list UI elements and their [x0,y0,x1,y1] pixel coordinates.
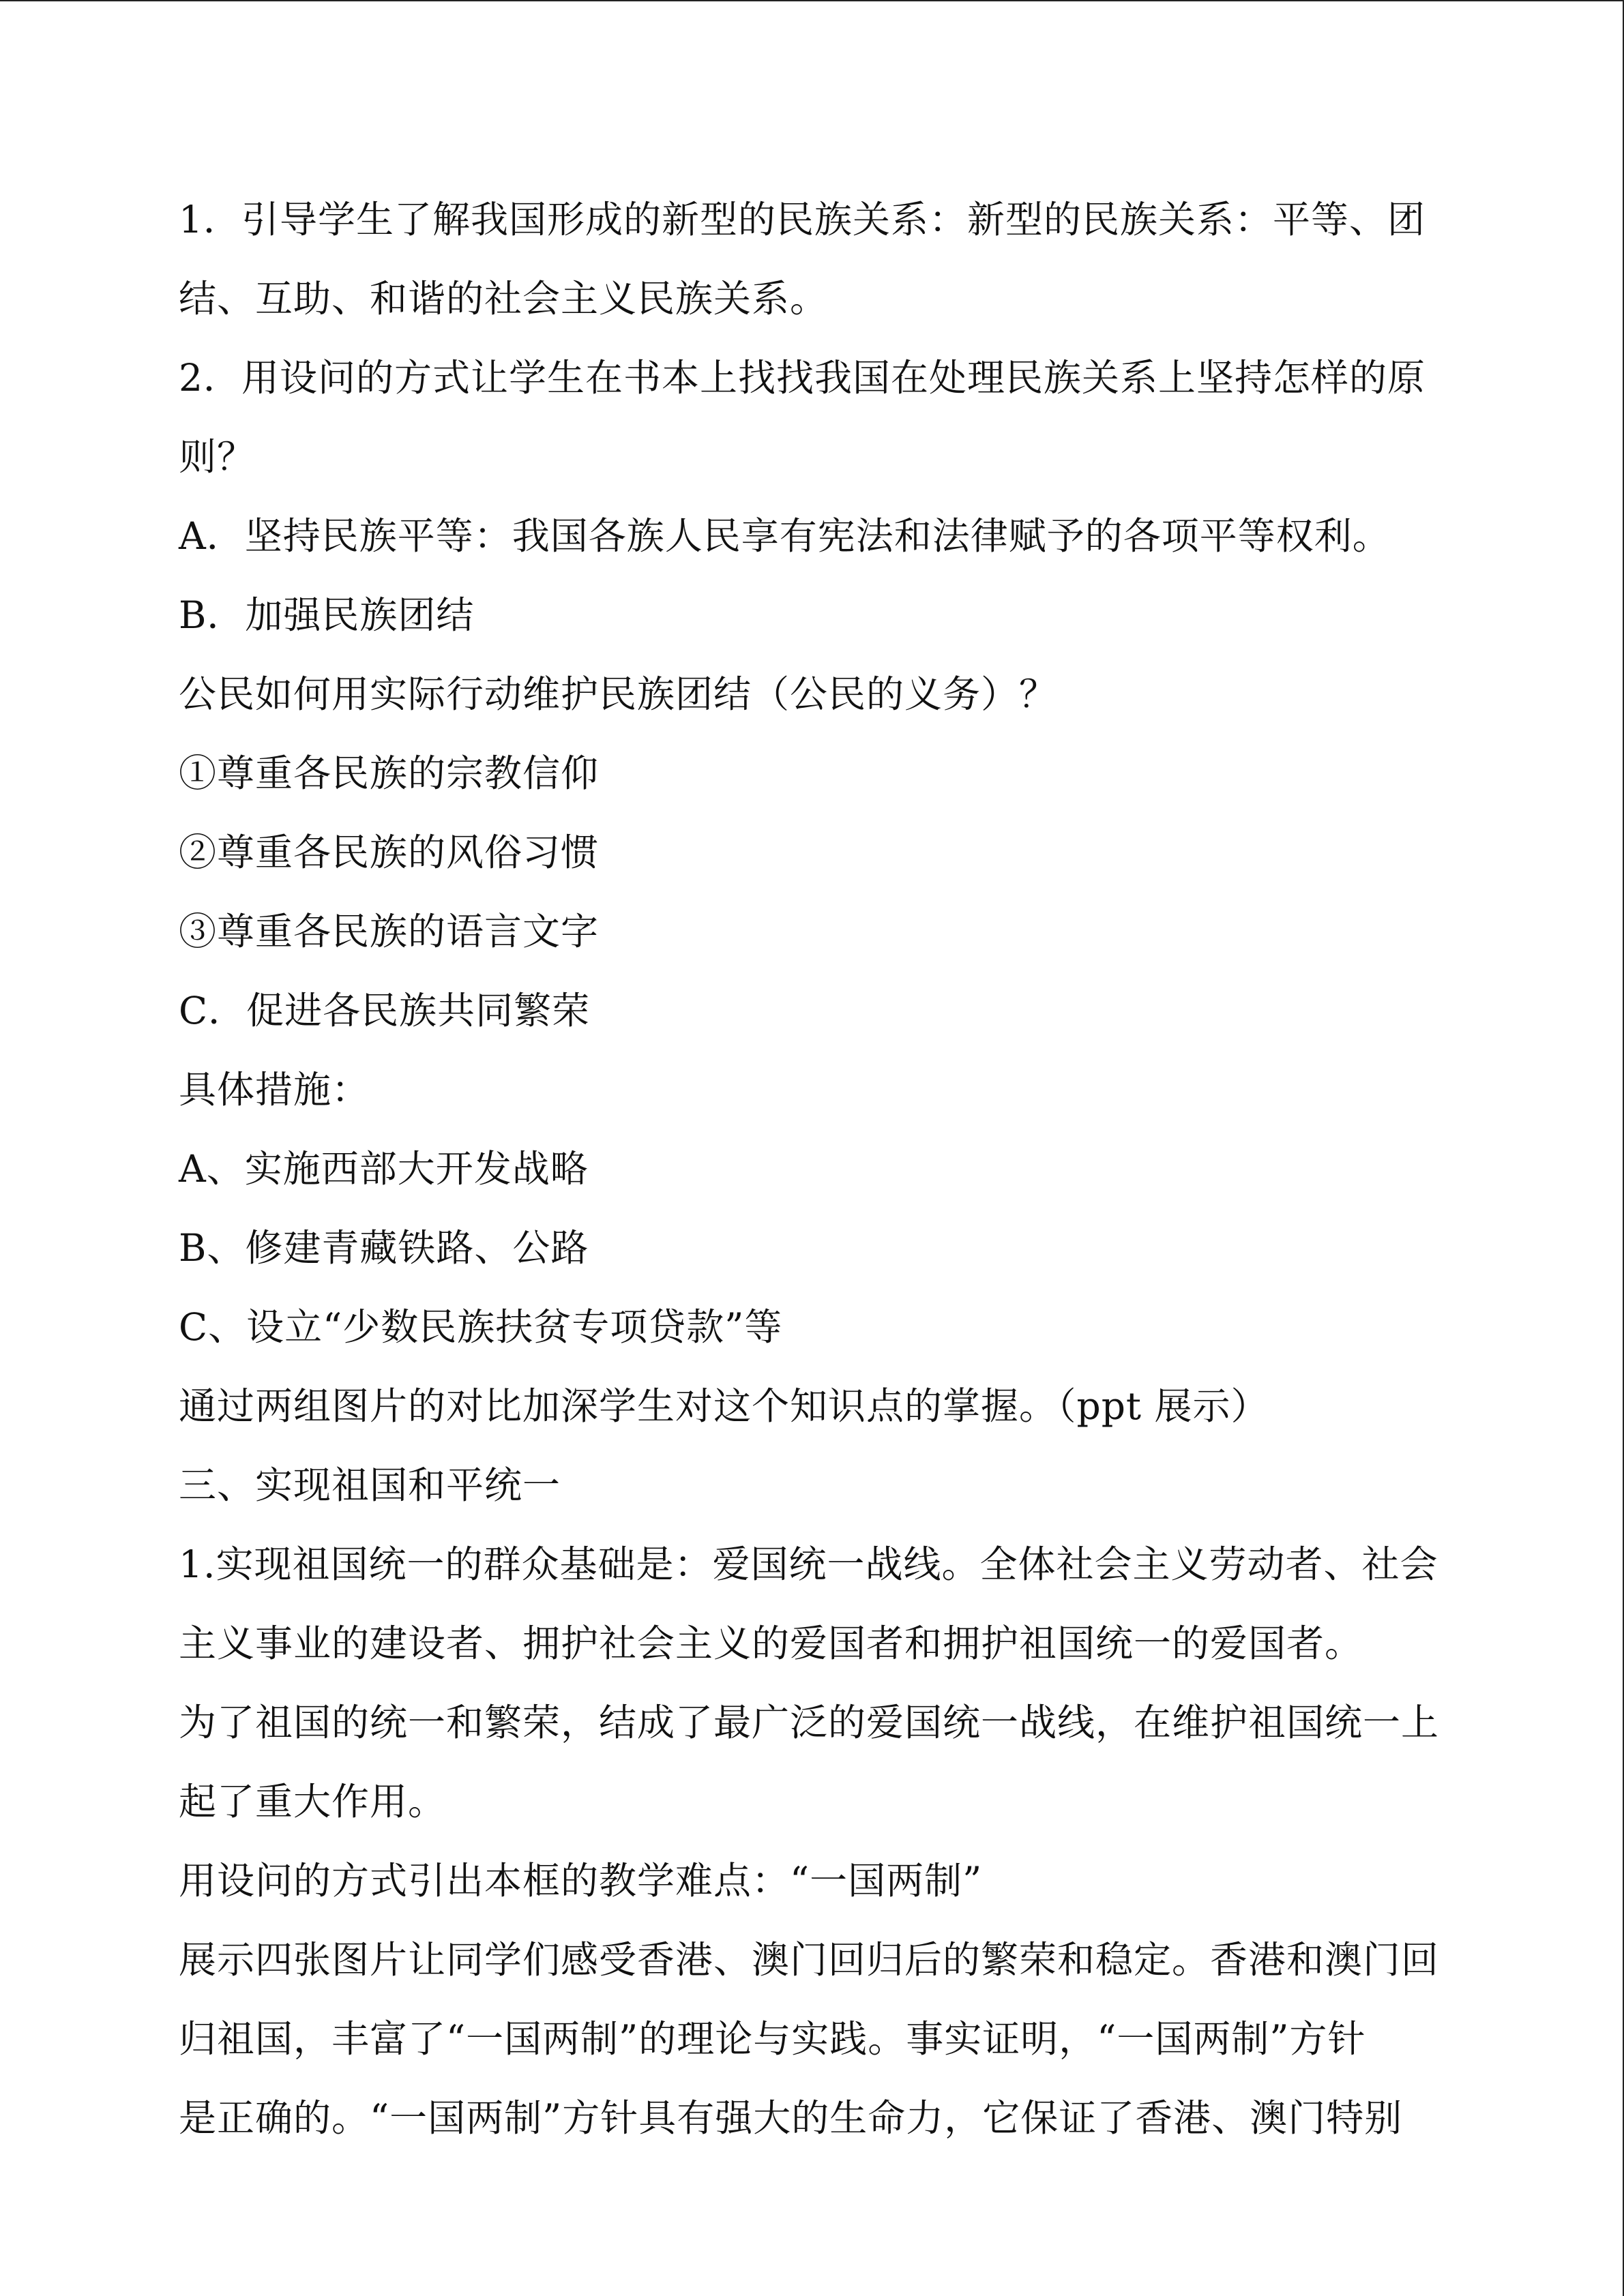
text-line: 是正确的。“一国两制”方针具有强大的生命力，它保证了香港、澳门特别 [179,2096,1403,2140]
text-line: 1.实现祖国统一的群众基础是：爱国统一战线。全体社会主义劳动者、社会 [179,1542,1438,1586]
text-line: 公民如何用实际行动维护民族团结（公民的义务）？ [179,672,1058,716]
text-line: A、实施西部大开发战略 [179,1147,589,1191]
text-line: ①尊重各民族的宗教信仰 [179,751,600,795]
text-line: B、修建青藏铁路、公路 [179,1226,589,1270]
text-line: ②尊重各民族的风俗习惯 [179,831,600,874]
text-line: 用设问的方式引出本框的教学难点：“一国两制” [179,1859,983,1903]
text-line: 通过两组图片的对比加深学生对这个知识点的掌握。（ppt 展示） [179,1384,1269,1428]
text-line: 起了重大作用。 [179,1780,447,1823]
document-body [179,180,1454,2158]
text-line: 2．用设问的方式让学生在书本上找找我国在处理民族关系上坚持怎样的原 [179,356,1426,400]
text-line: 三、实现祖国和平统一 [179,1463,561,1507]
text-line: 为了祖国的统一和繁荣，结成了最广泛的爱国统一战线，在维护祖国统一上 [179,1701,1440,1744]
text-line: 主义事业的建设者、拥护社会主义的爱国者和拥护祖国统一的爱国者。 [179,1622,1363,1665]
text-line: 结、互助、和谐的社会主义民族关系。 [179,277,829,320]
text-line: ③尊重各民族的语言文字 [179,910,600,953]
text-line: 1．引导学生了解我国形成的新型的民族关系：新型的民族关系：平等、团 [179,198,1426,241]
text-line: B．加强民族团结 [179,593,475,637]
text-line: C．促进各民族共同繁荣 [179,989,591,1032]
text-line: 具体措施： [179,1068,370,1112]
text-line: 展示四张图片让同学们感受香港、澳门回归后的繁荣和稳定。香港和澳门回 [179,1938,1440,1982]
text-line: C、设立“少数民族扶贫专项贷款”等 [179,1305,783,1349]
text-line: 归祖国，丰富了“一国两制”的理论与实践。事实证明，“一国两制”方针 [179,2017,1366,2061]
text-line: A．坚持民族平等：我国各族人民享有宪法和法律赋予的各项平等权利。 [179,514,1391,558]
text-line: 则？ [179,435,256,479]
